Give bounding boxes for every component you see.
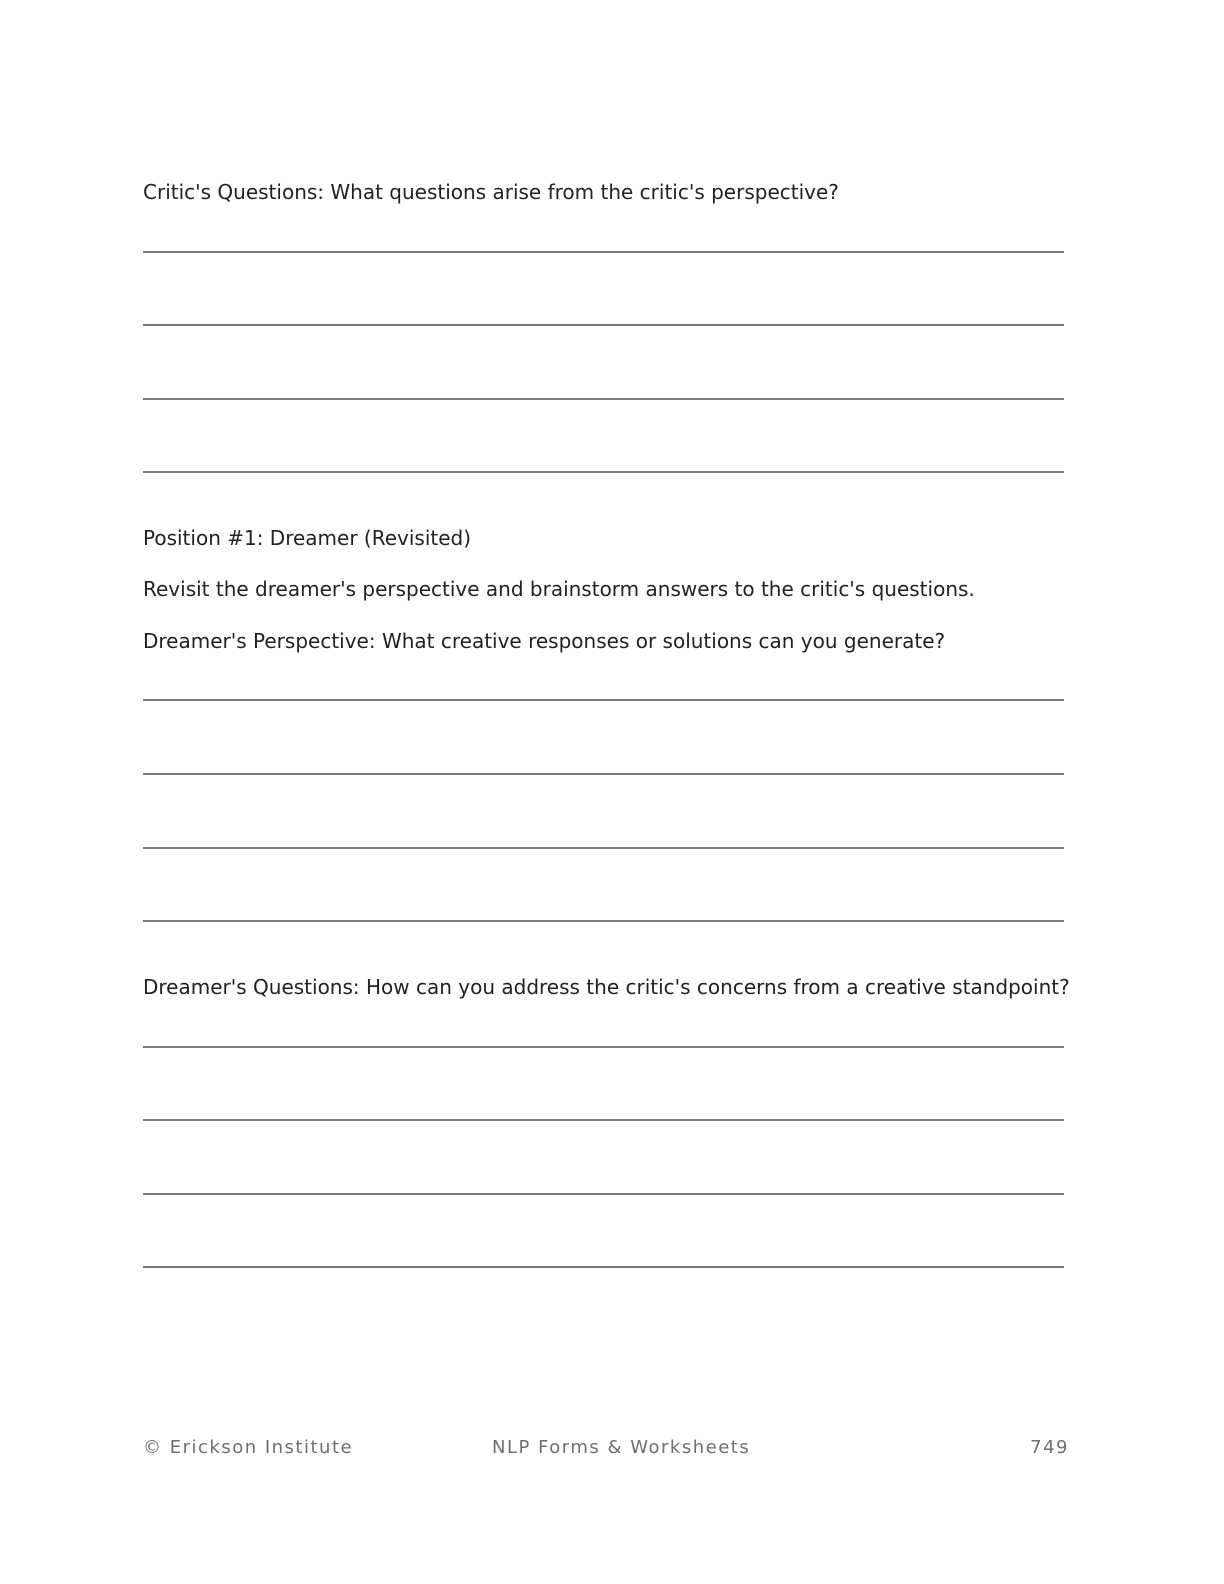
dreamer-revisited-heading: Position #1: Dreamer (Revisited) (143, 526, 472, 550)
dreamer-perspective-answer-line-3[interactable] (143, 847, 1064, 849)
dreamer-perspective-answer-line-4[interactable] (143, 920, 1064, 922)
dreamer-questions-answer-line-2[interactable] (143, 1119, 1064, 1121)
dreamer-questions-answer-line-3[interactable] (143, 1193, 1064, 1195)
footer-page-number: 749 (1030, 1437, 1069, 1458)
critic-questions-prompt: Critic's Questions: What questions arise from the critic's perspective? (143, 180, 839, 204)
dreamer-perspective-prompt: Dreamer's Perspective: What creative responses or solutions can you generate? (143, 629, 946, 653)
critic-questions-answer-line-2[interactable] (143, 324, 1064, 326)
footer-copyright: © Erickson Institute (143, 1437, 354, 1458)
critic-questions-answer-line-4[interactable] (143, 471, 1064, 473)
dreamer-questions-answer-line-4[interactable] (143, 1266, 1064, 1268)
dreamer-questions-prompt: Dreamer's Questions: How can you address the critic's concerns from a creative standpoint? (143, 975, 1070, 999)
dreamer-questions-answer-line-1[interactable] (143, 1046, 1064, 1048)
critic-questions-answer-line-3[interactable] (143, 398, 1064, 400)
dreamer-revisited-instruction: Revisit the dreamer's perspective and brainstorm answers to the critic's questions. (143, 577, 975, 601)
critic-questions-answer-line-1[interactable] (143, 251, 1064, 253)
dreamer-perspective-answer-line-2[interactable] (143, 773, 1064, 775)
footer-book-title: NLP Forms & Worksheets (492, 1437, 751, 1458)
dreamer-perspective-answer-line-1[interactable] (143, 699, 1064, 701)
